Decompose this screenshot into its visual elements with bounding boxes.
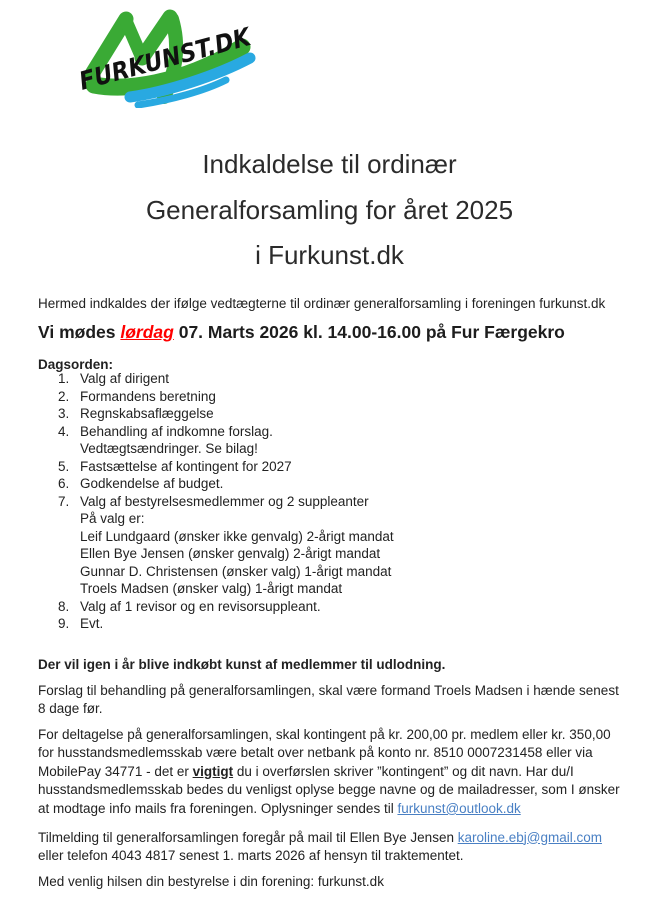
closing-line: Med venlig hilsen din bestyrelse i din forening: furkunst.dk <box>38 873 384 889</box>
email-link-karoline[interactable]: karoline.ebj@gmail.com <box>457 829 602 845</box>
meeting-line-post: 07. Marts 2026 kl. 14.00-16.00 på Fur Færgekro <box>173 321 565 342</box>
agenda-item-text: Godkendelse af budget. <box>80 476 224 491</box>
agenda-item-number: 4. <box>58 423 70 439</box>
art-purchase-highlight: Der vil igen i år blive indkøbt kunst af medlemmer til udlodning. <box>38 656 446 672</box>
agenda-item-4 <box>58 423 618 458</box>
agenda-item-2 <box>58 388 618 406</box>
payment-paragraph <box>38 726 630 819</box>
payment-emphasis: vigtigt <box>192 763 234 779</box>
intro-paragraph: Hermed indkaldes der ifølge vedtægterne til ordinær generalforsamling i foreningen furkunst.dk <box>38 295 606 311</box>
agenda-item-number: 1. <box>58 371 70 386</box>
agenda-item-9 <box>58 615 618 633</box>
agenda-item-number: 8. <box>58 598 70 614</box>
meeting-line-pre: Vi mødes <box>38 321 121 342</box>
agenda-item-text: Valg af bestyrelsesmedlemmer og 2 suppleanter <box>80 493 369 509</box>
agenda-item-text: Evt. <box>80 616 104 631</box>
agenda-item-number: 3. <box>58 406 70 421</box>
document-title-line1: Indkaldelse til ordinær <box>202 149 457 179</box>
agenda-item-number: 7. <box>58 493 70 509</box>
agenda-item-text: Formandens beretning <box>80 388 216 404</box>
agenda-item-8 <box>58 598 618 616</box>
agenda-item-6 <box>58 475 618 493</box>
payment-text-part1: For deltagelse på generalforsamlingen, skal kontingent på kr. 200,00 pr. medlem eller kr. 350,00 for husstandsmedlemsskab være betalt over netbank på konto nr. 8510 0007231458 eller via MobilePay 34771 - det er <box>38 726 611 779</box>
agenda-item-5 <box>58 458 618 476</box>
logo-text: FURKUNST.DK <box>76 16 264 96</box>
agenda-item-7 <box>58 493 618 598</box>
agenda-item-text: Vedtægtsændringer. Se bilag! <box>80 441 258 456</box>
signup-paragraph <box>38 829 630 866</box>
agenda-list <box>58 370 618 633</box>
agenda-item-text: Regnskabsaflæggelse <box>80 406 214 421</box>
agenda-item-1 <box>58 370 618 388</box>
agenda-item-text: Troels Madsen (ønsker valg) 1-årigt mandat <box>80 581 343 596</box>
meeting-day-highlight: lørdag <box>120 321 174 342</box>
agenda-item-number: 5. <box>58 458 70 474</box>
agenda-item-text: På valg er: <box>80 511 145 526</box>
proposals-paragraph: Forslag til behandling på generalforsamlingen, skal være formand Troels Madsen i hænde senest 8 dage før. <box>38 682 619 717</box>
document-title <box>0 142 659 279</box>
agenda-item-number: 9. <box>58 616 70 631</box>
agenda-item-text: Behandling af indkomne forslag. <box>80 423 273 439</box>
agenda-item-text: Fastsættelse af kontingent for 2027 <box>80 458 292 474</box>
agenda-heading: Dagsorden: <box>38 356 114 372</box>
payment-text-part2: du i overførslen skriver ”kontingent” og dit navn. Har du/I husstandsmedlemsskab bedes du venligst oplyse begge navne og de mailadresser, som I ønsker at modtage info mails fra foreningen. Oplysninger sendes til <box>38 763 620 816</box>
document-title-line3: i Furkunst.dk <box>255 240 404 270</box>
agenda-item-3 <box>58 405 618 423</box>
agenda-item-text: Gunnar D. Christensen (ønsker valg) 1-årigt mandat <box>80 563 392 579</box>
email-link-furkunst[interactable]: furkunst@outlook.dk <box>397 800 521 816</box>
agenda-item-text: Ellen Bye Jensen (ønsker genvalg) 2-årigt mandat <box>80 546 381 561</box>
document-title-line2: Generalforsamling for året 2025 <box>145 194 514 225</box>
logo-graphic <box>76 6 264 108</box>
meeting-line <box>38 322 638 343</box>
agenda-item-text: Leif Lundgaard (ønsker ikke genvalg) 2-årigt mandat <box>80 528 394 544</box>
agenda-item-number: 6. <box>58 476 70 491</box>
furkunst-logo <box>76 6 264 108</box>
signup-text-part1: Tilmelding til generalforsamlingen foregår på mail til Ellen Bye Jensen <box>38 829 458 845</box>
signup-text-part2: eller telefon 4043 4817 senest 1. marts 2026 af hensyn til traktementet. <box>38 848 464 864</box>
agenda-item-text: Valg af dirigent <box>80 371 170 386</box>
agenda-item-number: 2. <box>58 388 70 404</box>
agenda-item-text: Valg af 1 revisor og en revisorsuppleant. <box>80 598 321 614</box>
